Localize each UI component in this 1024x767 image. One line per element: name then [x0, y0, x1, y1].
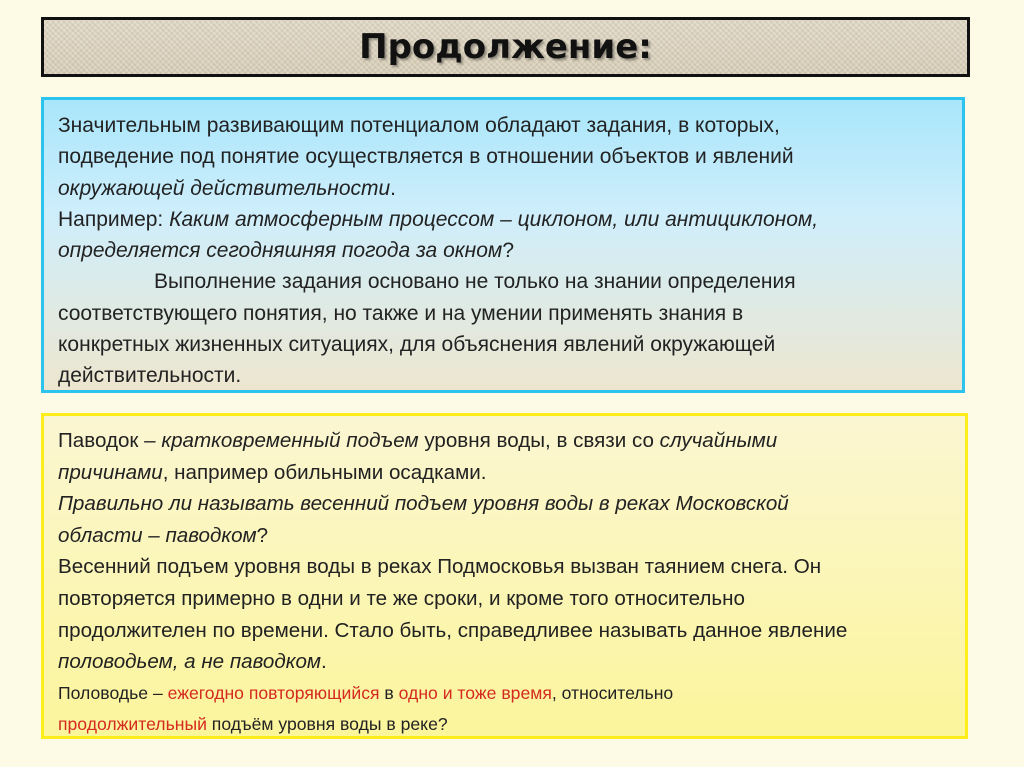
blue-text-panel: [41, 97, 965, 393]
yellow-line-4-end: ?: [256, 523, 269, 547]
yellow-line-9-a: Половодье –: [58, 682, 168, 703]
yellow-line-9-b: в: [379, 682, 399, 703]
yellow-line-9: [58, 678, 953, 709]
yellow-line-9-red-2: одно и тоже время: [398, 682, 552, 703]
yellow-text-panel: [41, 413, 968, 739]
blue-panel-text: [58, 110, 950, 392]
yellow-line-4: [58, 520, 953, 552]
blue-line-3-italic: окружающей действительности: [58, 176, 391, 200]
yellow-line-5: Весенний подъем уровня воды в реках Подмосковья вызван таянием снега. Он: [58, 555, 822, 579]
yellow-line-1-italic: кратковременный подъем: [161, 429, 419, 452]
yellow-line-1-italic-2: случайными: [659, 429, 778, 452]
yellow-line-4-italic: области – паводком: [58, 523, 257, 547]
blue-line-2: подведение под понятие осуществляется в отношении объектов и явлений: [58, 145, 794, 169]
blue-line-5-italic: определяется сегодняшняя погода за окном: [58, 239, 503, 263]
blue-line-3-end: .: [390, 176, 397, 200]
blue-line-3: [58, 173, 950, 204]
yellow-line-2-b: , например обильными осадками.: [162, 460, 487, 484]
yellow-line-1-a: Паводок –: [58, 429, 162, 452]
page-title: Продолжение:: [359, 27, 652, 67]
yellow-line-6: повторяется примерно в одни и те же сроки, и кроме того относительно: [58, 586, 745, 610]
title-banner: [41, 17, 970, 77]
blue-line-6: Выполнение задания основано не только на знании определения: [154, 270, 796, 294]
yellow-line-10-red: продолжительный: [58, 713, 207, 734]
yellow-line-10-b: подъём уровня воды в реке?: [206, 713, 448, 734]
yellow-line-10: [58, 709, 953, 740]
blue-line-7: соответствующего понятия, но также и на умении применять знания в: [58, 301, 744, 325]
blue-line-5: [58, 235, 950, 266]
yellow-line-2: [58, 457, 953, 489]
blue-line-5-end: ?: [502, 239, 514, 263]
yellow-line-7: продолжителен по времени. Стало быть, справедливее называть данное явление: [58, 618, 848, 642]
yellow-line-9-c: , относительно: [551, 682, 674, 703]
yellow-line-8: [58, 646, 953, 678]
blue-line-4-italic: Каким атмосферным процессом – циклоном, или антициклоном,: [169, 207, 819, 231]
yellow-line-2-italic: причинами: [58, 460, 163, 484]
yellow-line-9-red-1: ежегодно повторяющийся: [167, 682, 380, 703]
yellow-line-3: Правильно ли называть весенний подъем уровня воды в реках Московской: [58, 492, 789, 516]
blue-line-9: действительности.: [58, 364, 242, 388]
blue-line-4: [58, 204, 950, 235]
blue-line-4-prefix: Например:: [58, 207, 170, 231]
yellow-line-1: [58, 425, 953, 457]
blue-line-1: Значительным развивающим потенциалом обладают задания, в которых,: [58, 114, 780, 137]
yellow-line-8-end: .: [321, 650, 327, 674]
yellow-line-8-italic: половодьем, а не паводком: [58, 650, 322, 674]
blue-line-8: конкретных жизненных ситуациях, для объяснения явлений окружающей: [58, 333, 776, 357]
yellow-line-1-b: уровня воды, в связи со: [418, 429, 660, 452]
yellow-panel-text: [58, 425, 953, 740]
